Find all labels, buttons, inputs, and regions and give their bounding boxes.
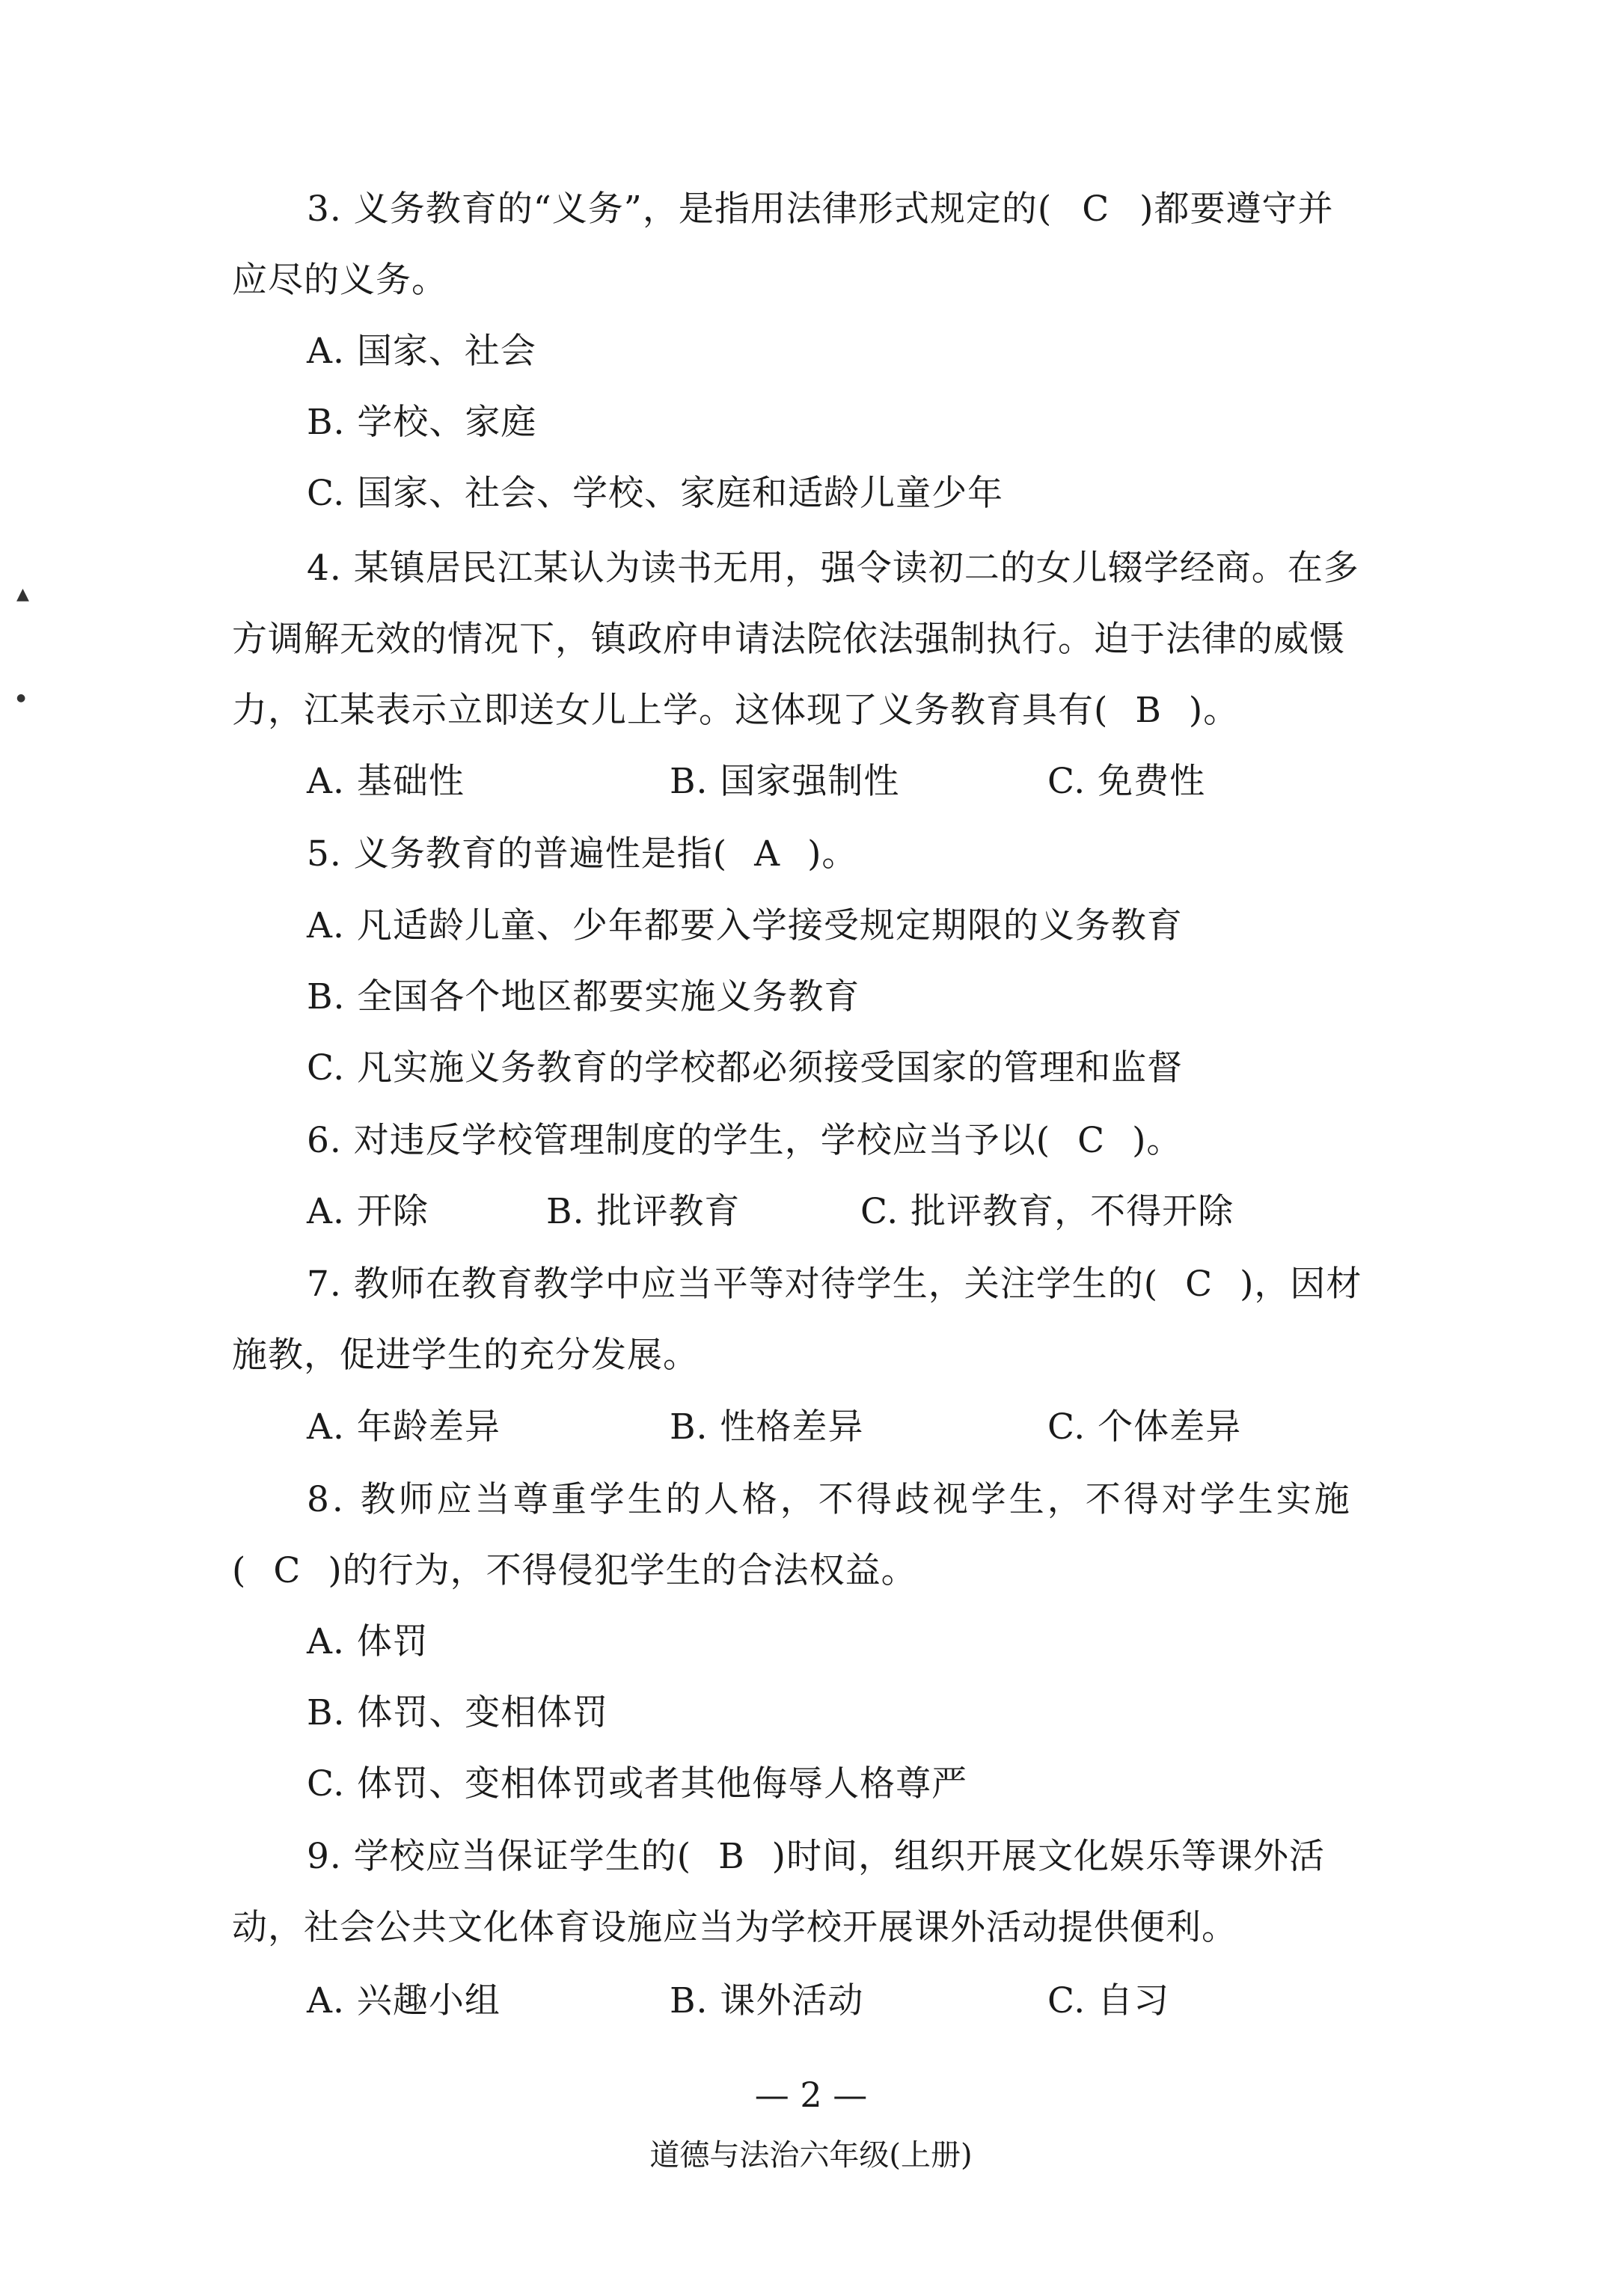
q8-stem-line2 [232, 1549, 917, 1594]
q7-option-b: B. 性格差异 [670, 1406, 864, 1448]
q5-option-a: A. 凡适龄儿童、少年都要入学接受规定期限的义务教育 [307, 905, 1183, 946]
q4-stem-pre: 力，江某表示立即送女儿上学。这体现了义务教育具有( [232, 690, 1109, 731]
q5-stem-line1 [307, 832, 857, 877]
q9-option-b: B. 课外活动 [670, 1980, 864, 2021]
q7-stem-post: )，因材 [1240, 1264, 1362, 1305]
scan-dot-icon: ● [16, 692, 26, 704]
page-number: — 2 — [754, 2075, 868, 2115]
q4-stem-line3 [232, 688, 1239, 733]
q9-stem-line1 [307, 1834, 1325, 1879]
q8-stem-post: )的行为，不得侵犯学生的合法权益。 [328, 1550, 917, 1591]
q3-stem-pre: 3. 义务教育的“义务”，是指用法律形式规定的( [307, 189, 1053, 230]
q4-stem-line2: 方调解无效的情况下，镇政府申请法院依法强制执行。迫于法律的威慑 [232, 619, 1345, 660]
q4-stem-line1: 4. 某镇居民江某认为读书无用，强令读初二的女儿辍学经商。在多 [307, 548, 1359, 589]
q4-answer: B [1135, 690, 1162, 731]
q3-answer: C [1082, 189, 1110, 230]
q6-stem-post: )。 [1132, 1120, 1183, 1161]
q9-stem-post: )时间，组织开展文化娱乐等课外活 [771, 1836, 1326, 1877]
q9-option-a: A. 兴趣小组 [307, 1980, 501, 2021]
q4-option-b: B. 国家强制性 [670, 761, 900, 802]
q7-answer: C [1185, 1264, 1214, 1305]
q9-answer: B [718, 1836, 745, 1877]
q9-stem-line2: 动，社会公共文化体育设施应当为学校开展课外活动提供便利。 [232, 1907, 1237, 1948]
q5-option-c: C. 凡实施义务教育的学校都必须接受国家的管理和监督 [307, 1047, 1184, 1089]
q8-option-b: B. 体罚、变相体罚 [307, 1692, 609, 1733]
q9-stem-pre: 9. 学校应当保证学生的( [307, 1836, 692, 1877]
q7-stem-line2: 施教，促进学生的充分发展。 [232, 1335, 699, 1376]
q8-option-c: C. 体罚、变相体罚或者其他侮辱人格尊严 [307, 1763, 968, 1804]
q3-stem-post: )都要遵守并 [1139, 189, 1334, 230]
q7-option-c: C. 个体差异 [1047, 1406, 1242, 1448]
q6-answer: C [1077, 1120, 1106, 1161]
q8-answer: C [273, 1550, 302, 1591]
q3-stem-line1 [307, 187, 1334, 232]
q7-stem-pre: 7. 教师在教育教学中应当平等对待学生，关注学生的( [307, 1264, 1159, 1305]
scan-mark-icon: ▲ [16, 585, 29, 604]
q8-stem-line1: 8. 教师应当尊重学生的人格，不得歧视学生，不得对学生实施 [307, 1479, 1353, 1520]
q6-stem-line1 [307, 1118, 1182, 1163]
q5-answer: A [754, 833, 781, 875]
q3-option-c: C. 国家、社会、学校、家庭和适龄儿童少年 [307, 473, 1004, 514]
q3-option-b: B. 学校、家庭 [307, 402, 537, 443]
q6-option-c: C. 批评教育，不得开除 [860, 1191, 1234, 1232]
q6-option-b: B. 批评教育 [546, 1191, 741, 1232]
q9-option-c: C. 自习 [1047, 1980, 1170, 2021]
q4-option-a: A. 基础性 [307, 761, 465, 802]
q8-option-a: A. 体罚 [307, 1621, 429, 1662]
q6-stem-pre: 6. 对违反学校管理制度的学生，学校应当予以( [307, 1120, 1051, 1161]
q5-stem-pre: 5. 义务教育的普遍性是指( [307, 833, 728, 875]
q6-option-a: A. 开除 [307, 1191, 429, 1232]
q4-stem-post: )。 [1188, 690, 1240, 731]
q7-option-a: A. 年龄差异 [307, 1406, 501, 1448]
q8-stem-pre: ( [232, 1550, 247, 1591]
q3-option-a: A. 国家、社会 [307, 331, 536, 372]
q5-stem-post: )。 [807, 833, 858, 875]
q3-stem-line2: 应尽的义务。 [232, 260, 447, 301]
q7-stem-line1 [307, 1262, 1362, 1307]
q4-option-c: C. 免费性 [1047, 761, 1206, 802]
book-title: 道德与法治六年级(上册) [649, 2138, 973, 2173]
q5-option-b: B. 全国各个地区都要实施义务教育 [307, 976, 860, 1017]
